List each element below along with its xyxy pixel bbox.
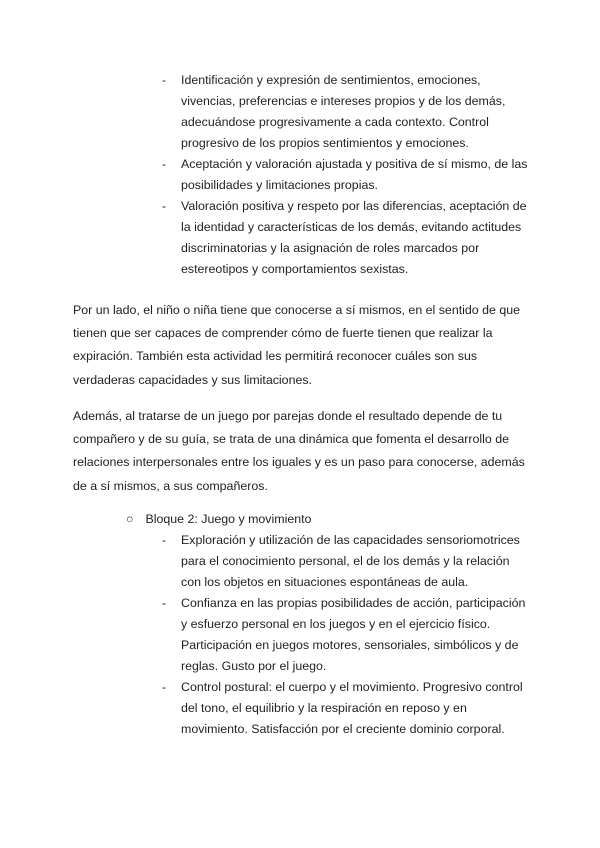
list-item — [162, 70, 530, 154]
dash-marker: - — [162, 533, 167, 547]
block-2-heading — [126, 509, 311, 530]
dash-marker: - — [162, 199, 167, 213]
list-item-text: Identificación y expresión de sentimientos, emociones, vivencias, preferencias e intereses propios y de los demás, adecuándose progresivamente a cada contexto. Control progresivo de los propios sentimientos y emociones. — [181, 73, 506, 150]
list-item-text: Exploración y utilización de las capacidades sensoriomotrices para el conocimiento personal, el de los demás y la relación con los objetos en situaciones espontáneas de aula. — [181, 533, 520, 589]
dash-marker: - — [162, 157, 167, 171]
list-item-text: Aceptación y valoración ajustada y positiva de sí mismo, de las posibilidades y limitaciones propias. — [181, 157, 528, 192]
list-item — [162, 154, 530, 196]
list-item — [162, 530, 530, 593]
list-item — [162, 593, 530, 677]
dash-marker: - — [162, 596, 167, 610]
list-item-text: Confianza en las propias posibilidades de acción, participación y esfuerzo personal en los juegos y en el ejercicio físico. Participación en juegos motores, sensoriales, simbólicos y de reglas. Gusto por el juego. — [181, 596, 526, 673]
paragraph-interpersonal: Además, al tratarse de un juego por parejas donde el resultado depende de tu compañero y de su guía, se trata de una dinámica que fomenta el desarrollo de relaciones interpersonales entre los iguales y es un paso para conocerse, además de a sí mismos, a sus compañeros. — [73, 409, 525, 493]
list-item-text: Control postural: el cuerpo y el movimiento. Progresivo control del tono, el equilibrio y la respiración en reposo y en movimiento. Satisfacción por el creciente dominio corporal. — [181, 680, 523, 736]
list-item-text: Valoración positiva y respeto por las diferencias, aceptación de la identidad y características de los demás, evitando actitudes discriminatorias y la asignación de roles marcados por estereotipos y comportamientos sexistas. — [181, 199, 527, 276]
list-item — [162, 677, 530, 740]
circle-bullet-icon: ○ — [126, 512, 134, 526]
paragraph-self-knowledge: Por un lado, el niño o niña tiene que conocerse a sí mismos, en el sentido de que tienen que ser capaces de comprender cómo de fuerte tienen que realizar la expiración. También esta actividad les permitirá reconocer cuáles son sus verdaderas capacidades y sus limitaciones. — [73, 303, 521, 387]
block-2-dash-list — [162, 530, 530, 740]
top-dash-list — [162, 70, 530, 280]
block-2-title: Bloque 2: Juego y movimiento — [145, 512, 312, 526]
dash-marker: - — [162, 680, 167, 694]
list-item — [162, 196, 530, 280]
dash-marker: - — [162, 73, 167, 87]
